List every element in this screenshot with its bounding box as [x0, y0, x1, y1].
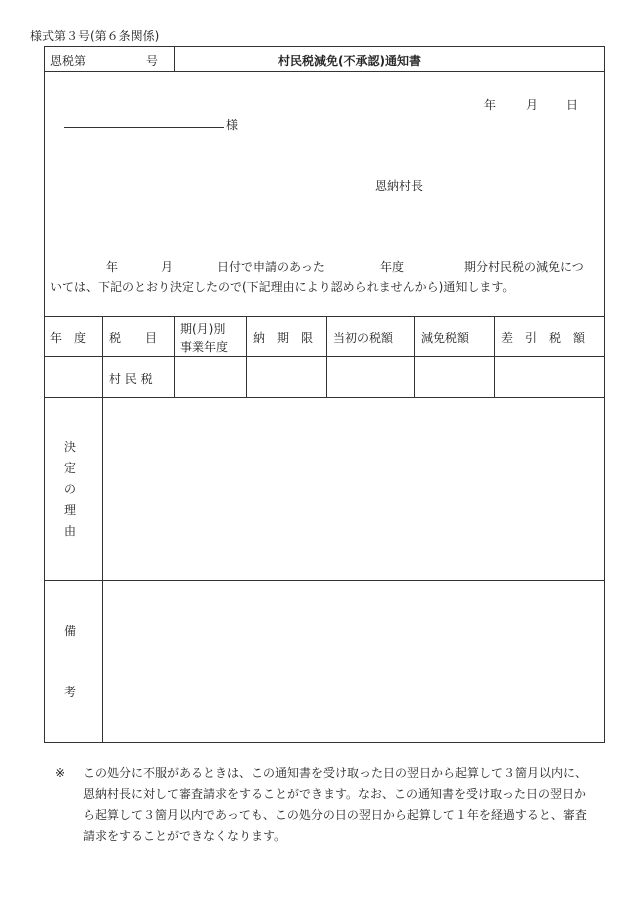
- reason-char: 定: [63, 461, 76, 475]
- col-header-year: 年 度: [50, 331, 87, 345]
- col-header-due-date: 納 期 限: [253, 331, 314, 345]
- note-mark: ※: [55, 766, 66, 780]
- note-text: この処分に不服があるときは、この通知書を受け取った日の翌日から起算して３箇月以内に、恩納村長に対して審査請求をすることができます。なお、この通知書を受け取った日の翌日から起算して３箇月以内であっても、この処分の日の翌日から起算して１年を経過すると、審査請求をすることができなくなります。: [83, 766, 588, 843]
- remarks-char: 考: [63, 685, 76, 699]
- reason-label: [63, 441, 77, 546]
- addressee-line: [64, 127, 224, 128]
- col-header-period: 期(月)別: [180, 322, 226, 336]
- body-fiscal-year: 年度: [380, 260, 405, 274]
- table-bottom-line: [44, 397, 605, 398]
- reason-char: の: [63, 482, 76, 496]
- table-header-bottom-line: [44, 356, 605, 357]
- body-date-text: 日付で申請のあった: [217, 260, 325, 274]
- form-label: 様式第３号(第６条関係): [30, 29, 160, 43]
- sender-name: 恩納村長: [375, 179, 424, 193]
- remarks-label: [63, 625, 77, 707]
- col-header-business-year: 事業年度: [180, 340, 229, 354]
- table-col-divider-5: [414, 316, 415, 397]
- col-header-net-tax: 差 引 税 額: [501, 331, 586, 345]
- body-line2: いては、下記のとおり決定したので(下記理由により認められませんから)通知します。: [50, 280, 515, 294]
- table-col-divider-3: [246, 316, 247, 397]
- notice-frame: [44, 46, 605, 743]
- remarks-char: 備: [63, 624, 76, 638]
- date-day: 日: [566, 98, 579, 112]
- doc-number-prefix: 恩税第: [50, 54, 87, 68]
- reason-char: 由: [63, 524, 76, 538]
- body-month: 月: [161, 260, 174, 274]
- document-title: 村民税減免(不承認)通知書: [278, 54, 421, 68]
- table-top-line: [44, 316, 605, 317]
- body-year: 年: [106, 260, 119, 274]
- addressee-suffix: 様: [226, 118, 239, 132]
- body-line1-text: 期分村民税の減免につ: [464, 260, 584, 274]
- table-col-divider-4: [326, 316, 327, 397]
- table-col-divider-2: [174, 316, 175, 397]
- row-tax-item: 村 民 税: [109, 372, 153, 386]
- reason-bottom-line: [44, 580, 605, 581]
- col-header-reduction: 減免税額: [421, 331, 470, 345]
- header-bottom-line: [44, 71, 605, 72]
- date-month: 月: [526, 98, 539, 112]
- appeal-note: [55, 763, 595, 847]
- reason-char: 決: [63, 440, 76, 454]
- col-header-tax-item: 税 目: [109, 331, 158, 345]
- date-year: 年: [484, 98, 497, 112]
- col-header-initial-tax: 当初の税額: [333, 331, 394, 345]
- header-divider: [174, 46, 175, 71]
- doc-number-suffix: 号: [146, 54, 159, 68]
- reason-char: 理: [63, 503, 76, 517]
- table-col-divider-6: [494, 316, 495, 397]
- label-column-divider: [102, 316, 103, 743]
